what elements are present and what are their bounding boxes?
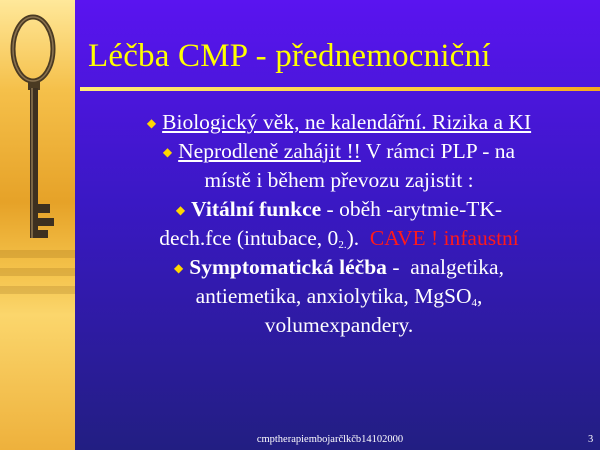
diamond-bullet-icon: ◆ bbox=[175, 203, 186, 217]
bullet-3-rest: - oběh -arytmie-TK- bbox=[321, 197, 503, 221]
bullet-3-line2-b: ). bbox=[346, 226, 370, 250]
bullet-4-line2-b: , bbox=[477, 284, 483, 308]
bullet-2-line2: místě i během převozu zajistit : bbox=[204, 168, 474, 192]
bullet-4-rest: - analgetika, bbox=[386, 255, 504, 279]
bullet-line-1 bbox=[78, 108, 600, 137]
bullet-4-line3: volumexpandery. bbox=[264, 313, 414, 337]
bullet-2-underlined: Neprodleně zahájit !! bbox=[178, 139, 361, 163]
bullet-3-line2-a: dech.fce (intubace, 0 bbox=[159, 226, 339, 250]
slide-body bbox=[78, 108, 600, 340]
bullet-4-line2-a: antiemetika, anxiolytika, MgSO bbox=[195, 284, 472, 308]
decorative-side-strip bbox=[0, 0, 75, 450]
bullet-2-rest: V rámci PLP - na bbox=[360, 139, 516, 163]
slide-footer: cmptherapiembojarčlkčb14102000 bbox=[256, 434, 404, 445]
bullet-line-4-cont bbox=[78, 282, 600, 311]
page-number: 3 bbox=[588, 434, 594, 445]
diamond-bullet-icon: ◆ bbox=[162, 145, 173, 159]
bullet-1-text: Biologický věk, ne kalendářní. Rizika a KI bbox=[162, 110, 532, 134]
cave-warning: CAVE ! infaustní bbox=[369, 226, 519, 250]
bullet-line-4 bbox=[78, 253, 600, 282]
bullet-line-2 bbox=[78, 137, 600, 166]
title-underline-rule bbox=[80, 87, 600, 91]
bullet-line-2-cont bbox=[78, 166, 600, 195]
bullet-line-3 bbox=[78, 195, 600, 224]
diamond-bullet-icon: ◆ bbox=[174, 261, 184, 275]
diamond-bullet-icon: ◆ bbox=[146, 116, 157, 130]
bullet-4-bold: Symptomatická léčba bbox=[189, 255, 387, 279]
bullet-3-bold: Vitální funkce bbox=[191, 197, 322, 221]
bullet-line-4-cont2 bbox=[78, 311, 600, 340]
bullet-3-subscript: 2. bbox=[338, 239, 347, 251]
slide-title: Léčba CMP - přednemocniční bbox=[88, 38, 491, 74]
bullet-4-subscript: 4 bbox=[471, 297, 477, 309]
key-icon bbox=[3, 4, 73, 254]
bullet-line-3-cont bbox=[78, 224, 600, 253]
